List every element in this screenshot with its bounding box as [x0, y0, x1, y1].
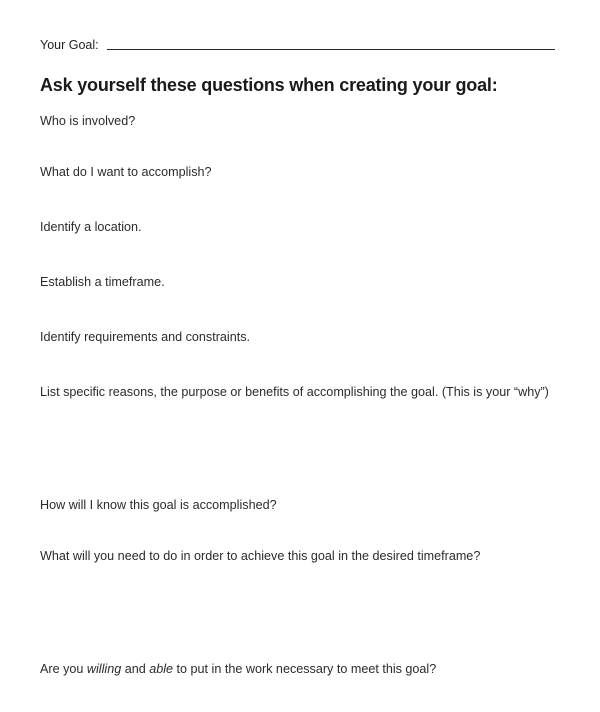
question-text-1: Who is involved?: [40, 113, 136, 128]
question-text-7: How will I know this goal is accomplished?: [40, 497, 277, 512]
goal-field-row: [40, 38, 555, 53]
question-text-6: List specific reasons, the purpose or benefits of accomplishing the goal. (This is your “why”): [40, 384, 549, 399]
question-item: [40, 384, 555, 401]
question-text-3: Identify a location.: [40, 219, 142, 234]
question-item: [40, 661, 555, 678]
question-text-8: What will you need to do in order to achieve this goal in the desired timeframe?: [40, 548, 481, 563]
question-item: [40, 548, 555, 565]
last-question-suffix: to put in the work necessary to meet this goal?: [173, 661, 437, 676]
question-item: [40, 164, 555, 181]
last-question-middle: and: [121, 661, 150, 676]
question-item: [40, 274, 555, 291]
last-question-italic-one: willing: [86, 661, 122, 676]
question-item: [40, 113, 555, 130]
question-item: [40, 497, 555, 514]
question-item: [40, 219, 555, 236]
last-question-italic-two: able: [149, 661, 174, 676]
question-text-5: Identify requirements and constraints.: [40, 329, 251, 344]
question-text-2: What do I want to accomplish?: [40, 164, 212, 179]
question-text-9: [40, 661, 555, 678]
goal-label: Your Goal:: [40, 38, 99, 52]
question-text-4: Establish a timeframe.: [40, 274, 165, 289]
last-question-prefix: Are you: [40, 661, 87, 676]
page-title: Ask yourself these questions when creating your goal:: [40, 75, 498, 95]
question-item: [40, 329, 555, 346]
goal-input-line[interactable]: [107, 49, 555, 50]
